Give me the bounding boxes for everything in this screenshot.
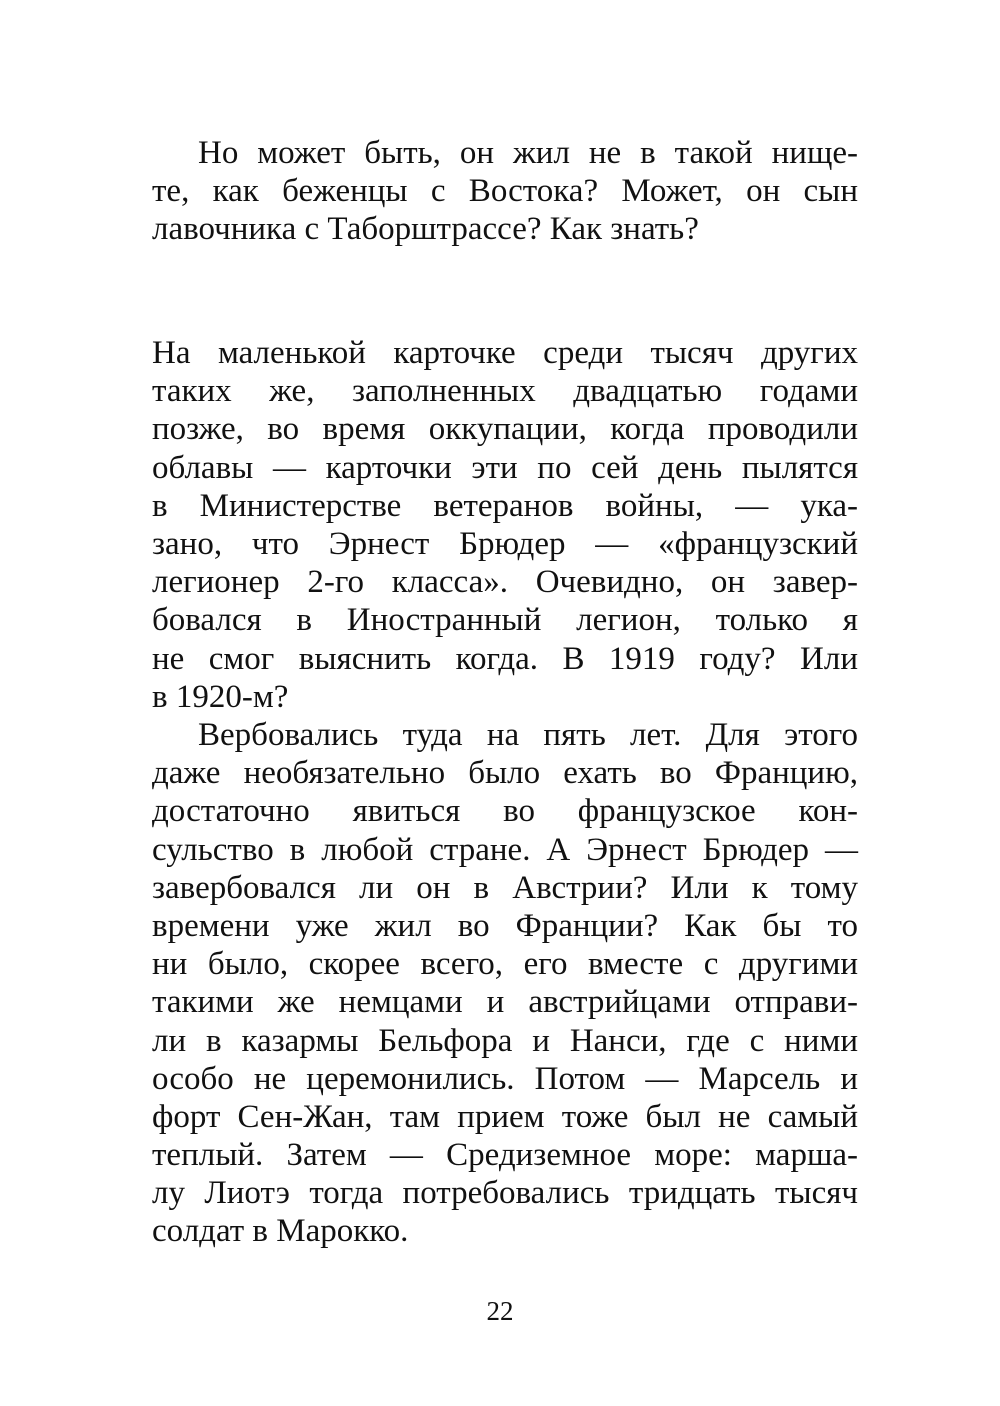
page-number: 22 [486,1296,514,1326]
text-line: времени уже жил во Франции? Как бы то [152,907,858,944]
text-line: ли в казармы Бельфора и Нанси, где с ними [152,1022,858,1059]
text-line: солдат в Марокко. [152,1213,409,1250]
text-line: завербовался ли он в Австрии? Или к тому [152,869,858,906]
text-line: форт Сен-Жан, там прием тоже был не самый [152,1098,858,1135]
text-line: облавы — карточки эти по сей день пылятся [152,449,858,486]
text-line: не смог выяснить когда. В 1919 году? Или [152,640,858,677]
text-line: бовался в Иностранный легион, только я [152,602,858,639]
text-line: такими же немцами и австрийцами отправи- [152,984,858,1021]
text-line: лавочника с Таборштрассе? Как знать? [152,211,699,248]
text-line: зано, что Эрнест Брюдер — «французский [152,525,858,562]
text-line: теплый. Затем — Средиземное море: марша- [152,1137,858,1174]
text-line: ни было, скорее всего, его вместе с другими [152,946,858,983]
text-line: в 1920-м? [152,678,289,715]
paragraph-2 [152,334,858,716]
text-line: На маленькой карточке среди тысяч других [152,335,858,371]
text-line: таких же, заполненных двадцатью годами [152,373,858,410]
text-line: позже, во время оккупации, когда проводили [152,411,858,448]
text-line: Но может быть, он жил не в такой нище- [198,135,858,171]
text-line: достаточно явиться во французское кон- [152,793,858,830]
paragraph-3 [152,716,858,1251]
text-line: Вербовались туда на пять лет. Для этого [198,717,858,753]
text-line: сульство в любой стране. А Эрнест Брюдер — [152,831,858,868]
text-line: легионер 2-го класса». Очевидно, он завер- [152,564,858,601]
paragraph-1 [152,134,858,249]
text-line: лу Лиотэ тогда потребовались тридцать тысяч [152,1175,858,1212]
text-line: в Министерстве ветеранов войны, — ука- [152,487,858,524]
text-line: особо не церемонились. Потом — Марсель и [152,1060,858,1097]
text-line: те, как беженцы с Востока? Может, он сын [152,173,858,210]
text-line: даже необязательно было ехать во Францию, [152,755,858,792]
